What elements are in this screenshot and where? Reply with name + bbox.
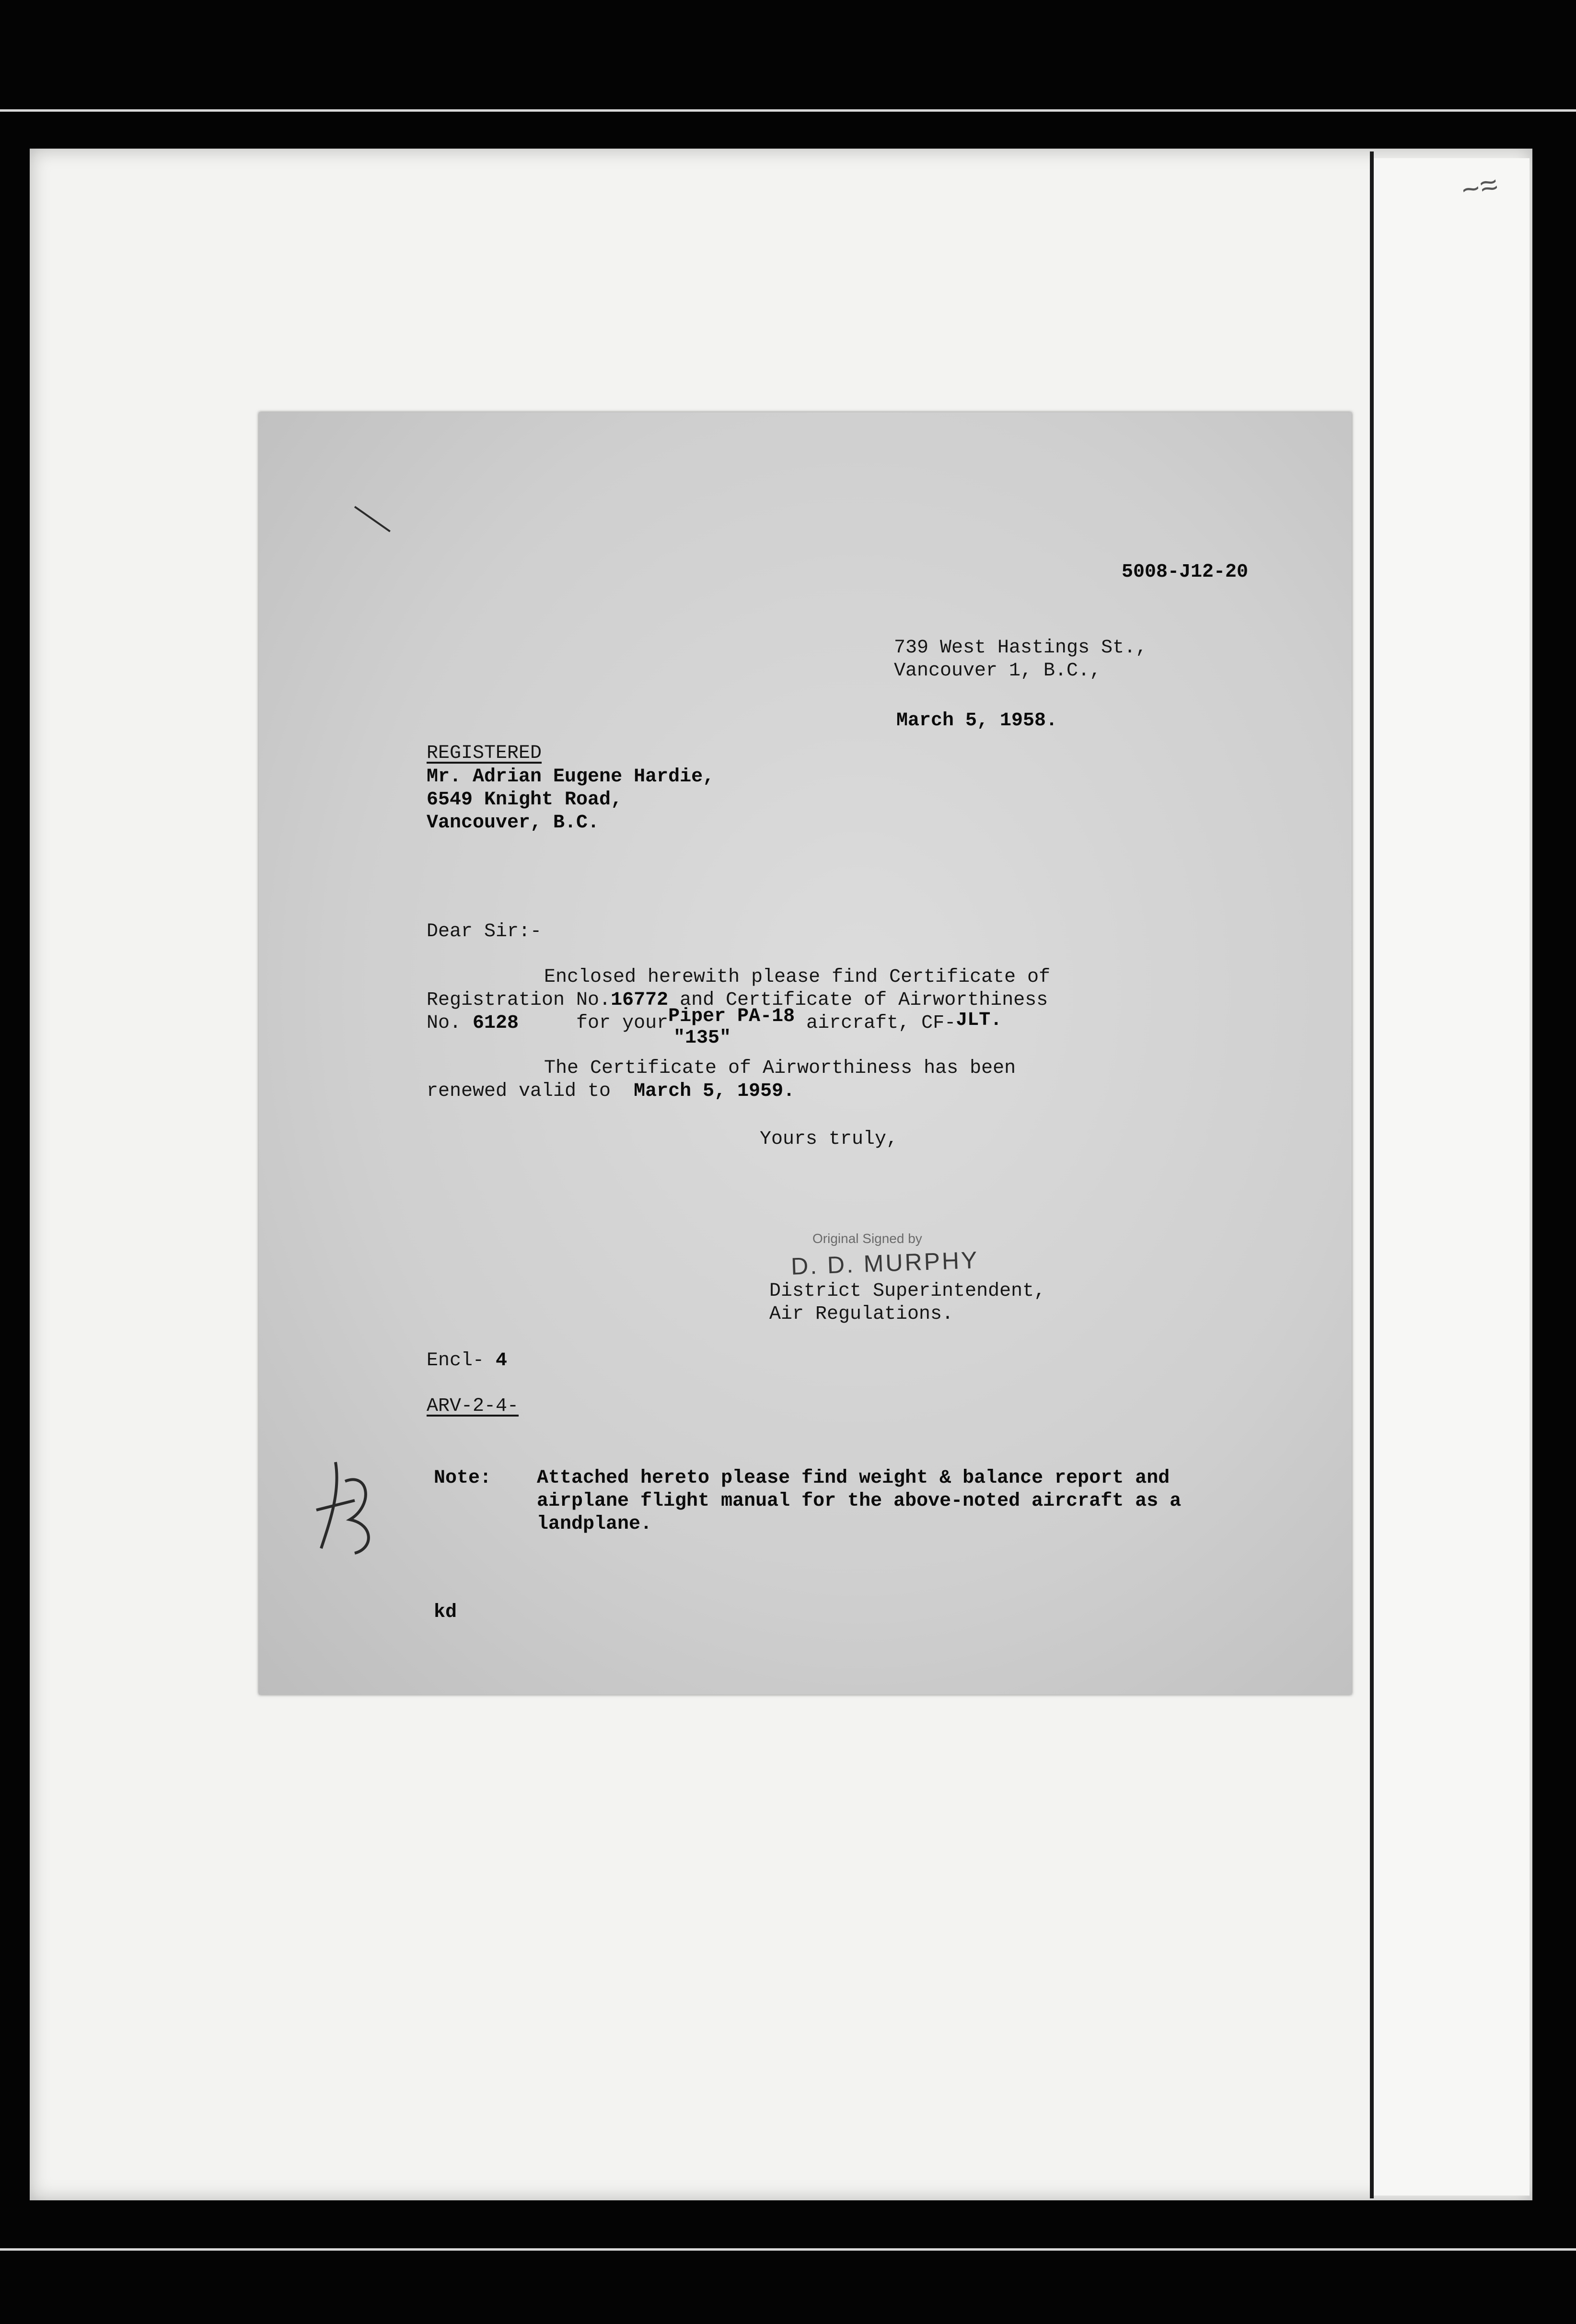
handwritten-initials bbox=[302, 1452, 383, 1563]
signatory-title-line-2: Air Regulations. bbox=[769, 1303, 954, 1325]
body-line-1: Enclosed herewith please find Certificate of bbox=[544, 966, 1051, 988]
enclosure-label: Encl- bbox=[427, 1350, 496, 1371]
registration-number: 16772 bbox=[611, 989, 669, 1011]
body-line-5 bbox=[427, 1080, 795, 1103]
recipient-line-2: 6549 Knight Road, bbox=[427, 789, 623, 811]
sender-address-line-2: Vancouver 1, B.C., bbox=[894, 660, 1101, 682]
recipient-line-3: Vancouver, B.C. bbox=[427, 812, 600, 834]
aircraft-model-sub: "135" bbox=[673, 1027, 731, 1049]
typist-initials: kd bbox=[434, 1602, 457, 1623]
letter-date: March 5, 1958. bbox=[896, 710, 1058, 732]
airworthiness-number: 6128 bbox=[473, 1012, 519, 1034]
aircraft-model: Piper PA-18 bbox=[668, 1006, 795, 1027]
enclosure-line bbox=[427, 1349, 507, 1372]
body-line-3-middle: for your bbox=[519, 1012, 669, 1034]
letter-page bbox=[259, 412, 1352, 1695]
signatory-title-line-1: District Superintendent, bbox=[769, 1280, 1046, 1302]
top-film-line bbox=[0, 109, 1576, 112]
body-line-4: The Certificate of Airworthiness has been bbox=[544, 1057, 1016, 1079]
note-line-2: airplane flight manual for the above-noted aircraft as a bbox=[537, 1490, 1182, 1512]
reference-code: ARV-2-4- bbox=[427, 1395, 519, 1417]
body-line-3-suffix: aircraft, CF- bbox=[795, 1012, 956, 1034]
closing: Yours truly, bbox=[760, 1128, 898, 1150]
signature-stamp-name: D. D. MURPHY bbox=[790, 1246, 980, 1280]
body-line-3-prefix: No. bbox=[427, 1012, 473, 1034]
note-line-1: Attached hereto please find weight & balance report and bbox=[537, 1467, 1170, 1489]
mount-divider bbox=[1370, 151, 1374, 2198]
paper-clip-mark bbox=[354, 506, 391, 532]
body-line-2-prefix: Registration No. bbox=[427, 989, 611, 1011]
signature-stamp-small: Original Signed by bbox=[812, 1231, 922, 1246]
bottom-film-line bbox=[0, 2248, 1576, 2251]
registration-mark: JLT. bbox=[956, 1010, 1002, 1031]
mail-type: REGISTERED bbox=[427, 743, 542, 764]
corner-smudge: ~≈ bbox=[1459, 169, 1502, 211]
note-label: Note: bbox=[434, 1467, 492, 1489]
body-line-2-suffix: and Certificate of Airworthiness bbox=[668, 989, 1048, 1011]
sender-address-line-1: 739 West Hastings St., bbox=[894, 637, 1147, 659]
salutation: Dear Sir:- bbox=[427, 921, 542, 942]
file-number: 5008-J12-20 bbox=[1122, 561, 1249, 583]
valid-until-date: March 5, 1959. bbox=[634, 1081, 795, 1102]
recipient-line-1: Mr. Adrian Eugene Hardie, bbox=[427, 766, 715, 788]
mount-strip bbox=[1374, 158, 1530, 2196]
note-line-3: landplane. bbox=[537, 1513, 652, 1535]
enclosure-count: 4 bbox=[496, 1350, 508, 1371]
body-line-5-prefix: renewed valid to bbox=[427, 1081, 634, 1102]
